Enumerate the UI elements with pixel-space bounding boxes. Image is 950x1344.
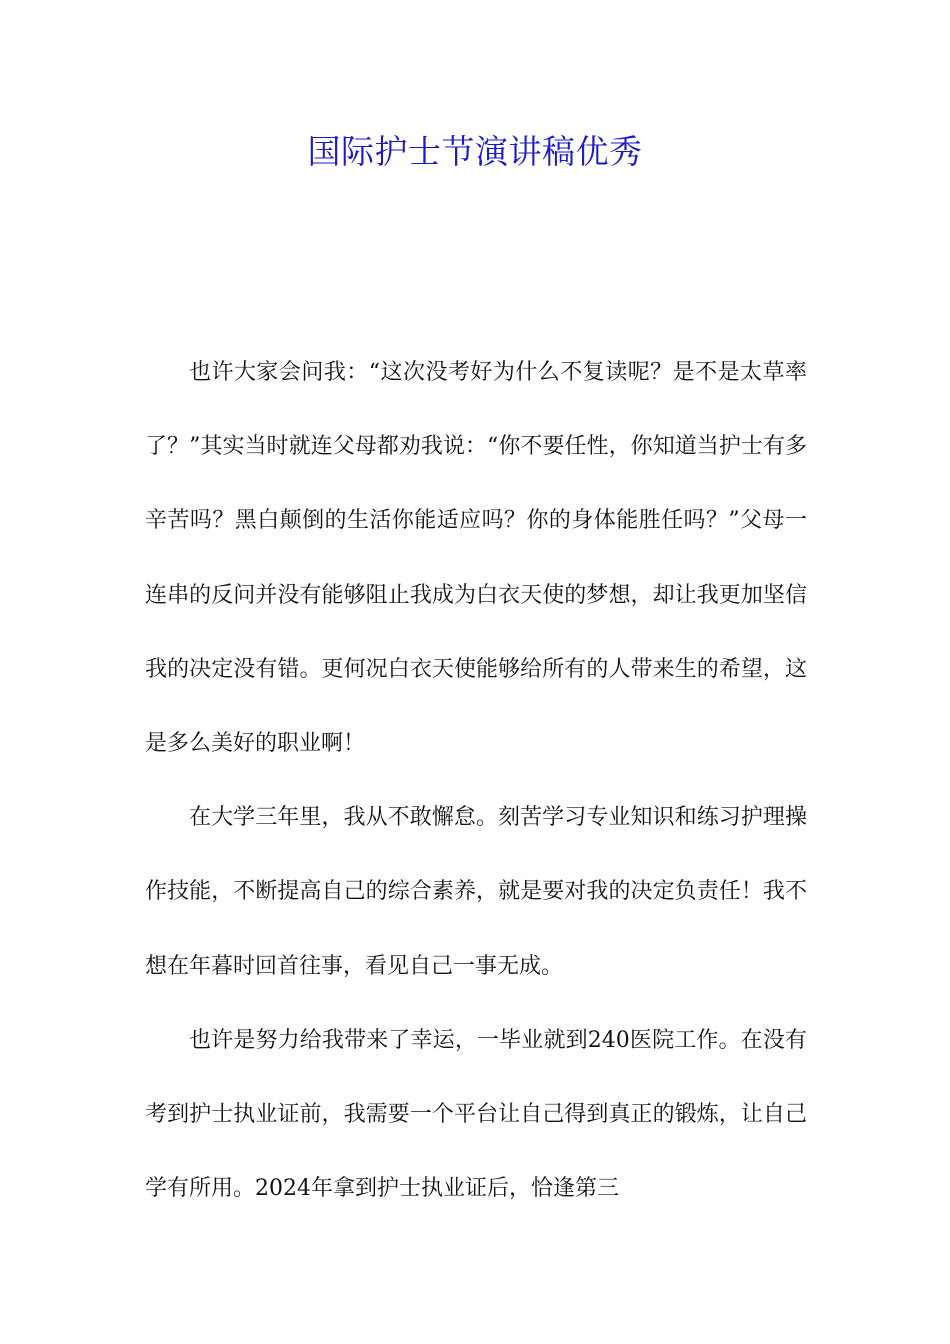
document-title: 国际护士节演讲稿优秀 [307,132,643,171]
paragraph-3: 也许是努力给我带来了幸运，一毕业就到240医院工作。在没有考到护士执业证前，我需要一个平台让自己得到真正的锻炼，让自己学有所用。2024年拿到护士执业证后，恰逢第三 [145,1027,807,1202]
paragraph-1: 也许大家会问我：“这次没考好为什么不复读呢？是不是太草率了？”其实当时就连父母都劝我说：“你不要任性，你知道当护士有多辛苦吗？黑白颠倒的生活你能适应吗？你的身体能胜任吗？”父母一连串的反问并没有能够阻止我成为白衣天使的梦想，却让我更加坚信我的决定没有错。更何况白衣天使能够给所有的人带来生的希望，这是多么美好的职业啊！ [145,360,807,757]
paragraph-2: 在大学三年里，我从不敢懈怠。刻苦学习专业知识和练习护理操作技能，不断提高自己的综合素养，就是要对我的决定负责任！我不想在年暮时回首往事，看见自己一事无成。 [145,805,807,979]
document-body [145,336,807,1226]
